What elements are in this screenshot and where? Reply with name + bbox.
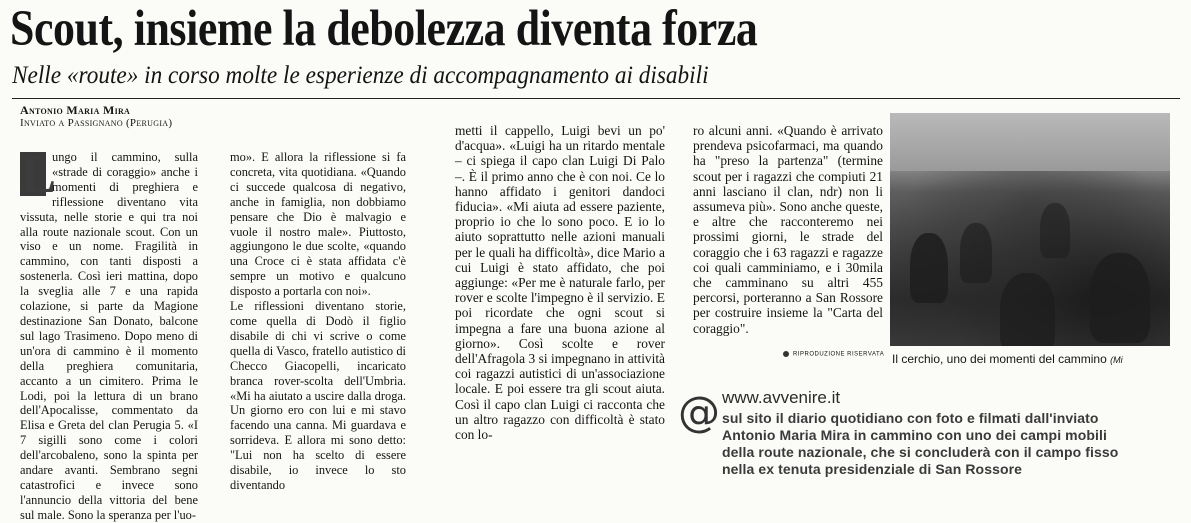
dropcap-letter: L: [20, 144, 57, 204]
column-1-paragraph: ungo il cammino, sulla «strade di coraggio» anche i momenti di preghiera e riflessione diventano vita vissuta, nelle storie e qui tra noi alla route nazionale scout. Con un viso e un nome. Fragilità in cammino, con tanti disposti a sostenerla. Così ieri mattina, dopo la sveglia alle 7 e una rapida colazione, si parte da Magione destinazione San Donato, balcone sul lago Trasimeno. Dopo meno di un'ora di cammino è il momento della preghiera comunitaria, accanto a un cimitero. Prima le Lodi, poi la lettura di un brano dell'Apocalisse, commentato da Elisa e Greta del clan Perugia 5. «I 7 sigilli sono come i colori dell'arcobaleno, sono la spinta per andare avanti. Sembrano segni catastrofici e invece sono l'annuncio della vittoria del bene sul male. Sono la speranza per l'uo-: [20, 150, 198, 522]
rights-notice-text: RIPRODUZIONE RISERVATA: [793, 351, 885, 358]
photo-caption-text: Il cerchio, uno dei momenti del cammino: [892, 352, 1107, 366]
photo-credit: (Mi: [1110, 355, 1123, 365]
article-photo: [890, 113, 1170, 346]
promo-line-3: della route nazionale, che si concluderà con il campo fisso: [722, 444, 1119, 460]
column-4-paragraph: ro alcuni anni. «Quando è arrivato prendeva psicofarmaci, ma quando ha "preso la partenza" (termine scout per i ragazzi che compiuti 21 anni lasciano il clan, ndr) non li assumeva più». Sono anche queste, e altre che racconteremo nei prossimi giorni, le strade del coraggio che i 63 ragazzi e ragazze coi quali camminiamo, e i 30mila che camminano su altri 455 percorsi, porteranno a San Rossore per costruire insieme la "Carta del coraggio".: [693, 123, 883, 336]
promo-line-4: nella ex tenuta presidenziale di San Rossore: [722, 461, 1023, 477]
byline: [20, 104, 172, 130]
column-3-paragraph: metti il cappello, Luigi bevi un po' d'acqua». «Luigi ha un ritardo mentale – ci spiega il capo clan Luigi Di Palo –. È il primo anno che è con noi. Ce lo hanno affidato i genitori dandoci fiducia». «Mi aiuta ad essere paziente, proprio io che lo sono poco. E io lo aiuto soprattutto nelle azioni manuali per le quali ha difficoltà», dice Mario a cui Luigi è stato affidato, che poi aggiunge: «Per me è naturale farlo, per rover e scolte l'impegno è il servizio. E poi ricordate che ogni scout si impegna a fare una buona azione al giorno». Così scolte e rover dell'Afragola 3 si impegnano in attività coi ragazzi autistici di un'associazione locale. E poi essere tra gli scout aiuta. Così il capo clan Luigi ci racconta che un altro ragazzo con difficoltà è stato con lo-: [455, 123, 665, 443]
at-sign-icon: @: [678, 387, 720, 436]
column-4: [693, 123, 883, 336]
promo-line-1: sul sito il diario quotidiano con foto e filmati dall'inviato: [722, 410, 1099, 426]
rights-notice: [783, 351, 884, 358]
website-promo-text: [722, 410, 1182, 478]
photo-figure: [960, 223, 992, 283]
photo-sky: [890, 113, 1170, 171]
photo-caption: [892, 352, 1123, 367]
promo-line-2: Antonio Maria Mira in cammino con uno dei campi mobili: [722, 427, 1107, 443]
byline-location: Inviato a Passignano (Perugia): [20, 117, 173, 129]
column-3: [455, 123, 665, 442]
column-2-paragraph-2: Le riflessioni diventano storie, come quella di Dodò il figlio disabile di chi vi scrive o come quella di Vasco, fratello autistico di Checco Giacopelli, incaricato branca rover-scolta dell'Umbria. «Mi ha aiutato a uscire dalla droga. Un giorno ero con lui e mi stavo facendo una canna. Mi guardava e sorrideva. E allora mi sono detto: "Lui non ha scelto di essere disabile, io invece lo sto diventando: [230, 299, 406, 492]
column-2-paragraph-1: mo». E allora la riflessione si fa concreta, vita quotidiana. «Quando ci succede qualcosa di negativo, anche in famiglia, non dobbiamo pensare che Dio è malvagio e vuole il nostro male». Piuttosto, aggiungono le due scolte, «quando una Croce ci è stata affidata c'è sempre un motivo e qualcuno disposto a portarla con noi».: [230, 150, 406, 299]
website-url[interactable]: www.avvenire.it: [722, 388, 841, 407]
header-rule: [12, 98, 1180, 99]
headline: Scout, insieme la debolezza diventa forza: [10, 1, 758, 57]
column-1: [20, 144, 198, 523]
byline-author: Antonio Maria Mira: [20, 103, 131, 117]
copyright-icon: [783, 351, 789, 357]
photo-figure: [910, 233, 948, 303]
photo-figure: [1040, 203, 1070, 258]
subheadline: Nelle «route» in corso molte le esperienze di accompagnamento ai disabili: [12, 62, 709, 89]
column-2: [230, 150, 406, 493]
photo-figure: [1090, 253, 1150, 343]
photo-figure: [1000, 273, 1055, 346]
